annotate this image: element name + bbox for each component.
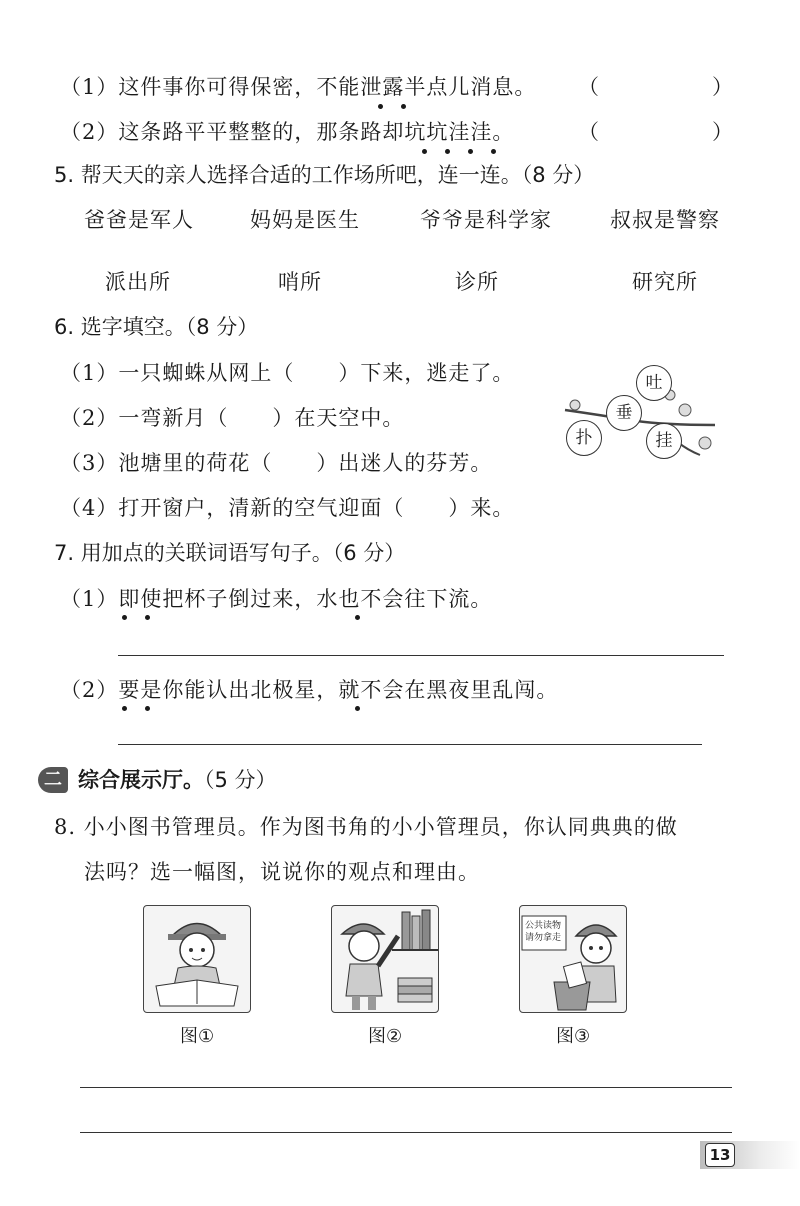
q5-person-2[interactable]: 妈妈是医生 [250,208,360,232]
q4-item-2-close-paren: ） [712,120,734,144]
answer-line[interactable] [118,655,724,656]
q7-item-2: （2）要是你能认出北极星，就不会在黑夜里乱闯。 [60,678,559,702]
q6-item-3: （3）池塘里的荷花（ ）出迷人的芬芳。 [60,451,493,475]
q7-item-1: （1）即使把杯子倒过来，水也不会往下流。 [60,587,493,611]
page-number: 13 [705,1143,735,1167]
emphasis-dot [355,706,360,711]
emphasis-dot [122,706,127,711]
q5-person-3[interactable]: 爷爷是科学家 [420,208,552,232]
caption-1: 图① [180,1026,215,1047]
emphasis-dot [468,149,473,154]
q4-item-2: （2）这条路平平整整的，那条路却坑坑洼洼。 [60,120,515,144]
q8-line-1: 8. 小小图书管理员。作为图书角的小小管理员，你认同典典的做 [54,815,678,839]
q6-item-2: （2）一弯新月（ ）在天空中。 [60,406,405,430]
q6-item-4: （4）打开窗户，清新的空气迎面（ ）来。 [60,496,515,520]
section-title: 综合展示厅。 [78,768,204,792]
q4-item-1-close-paren: ） [712,75,734,99]
picture-3[interactable] [519,905,627,1013]
emphasis-dot [145,615,150,620]
q4-item-1-open-paren: （ [578,75,600,99]
picture-1[interactable] [143,905,251,1013]
caption-3: 图③ [556,1026,591,1047]
flower-char-2: 垂 [606,395,642,431]
q5-place-1[interactable]: 派出所 [105,270,171,294]
answer-line[interactable] [118,744,702,745]
flower-char-3: 扑 [566,420,602,456]
answer-line[interactable] [80,1132,732,1133]
sign-text [525,920,561,944]
section-heading [78,765,277,795]
q7-title: 7. 用加点的关联词语写句子。（6 分） [54,541,406,565]
q5-title: 5. 帮天天的亲人选择合适的工作场所吧，连一连。（8 分） [54,163,595,187]
flower-char-4: 挂 [646,423,682,459]
q4-item-2-open-paren: （ [578,120,600,144]
section-badge: 二 [38,767,68,793]
emphasis-dot [122,615,127,620]
sign-line-2: 请勿拿走 [525,933,562,943]
boy-reading-icon [144,906,250,1012]
emphasis-dot [422,149,427,154]
q5-person-4[interactable]: 叔叔是警察 [610,208,720,232]
answer-line[interactable] [80,1087,732,1088]
sign-line-1: 公共读物 [525,921,562,931]
caption-2: 图② [368,1026,403,1047]
q5-place-3[interactable]: 诊所 [455,270,499,294]
emphasis-dot [445,149,450,154]
emphasis-dot [355,615,360,620]
emphasis-dot [401,104,406,109]
q6-item-1: （1）一只蜘蛛从网上（ ）下来，逃走了。 [60,361,515,385]
section-score: （5 分） [204,768,277,792]
emphasis-dot [378,104,383,109]
q6-title: 6. 选字填空。（8 分） [54,315,259,339]
q5-place-2[interactable]: 哨所 [278,270,322,294]
boy-shelving-books-icon [332,906,438,1012]
q4-item-1: （1）这件事你可得保密，不能泄露半点儿消息。 [60,75,537,99]
emphasis-dot [145,706,150,711]
flower-branch-illustration [560,365,720,465]
picture-2[interactable] [331,905,439,1013]
q5-person-1[interactable]: 爸爸是军人 [84,208,194,232]
q8-line-2: 法吗？选一幅图，说说你的观点和理由。 [84,860,480,884]
q5-place-4[interactable]: 研究所 [632,270,698,294]
emphasis-dot [491,149,496,154]
flower-char-1: 吐 [636,365,672,401]
